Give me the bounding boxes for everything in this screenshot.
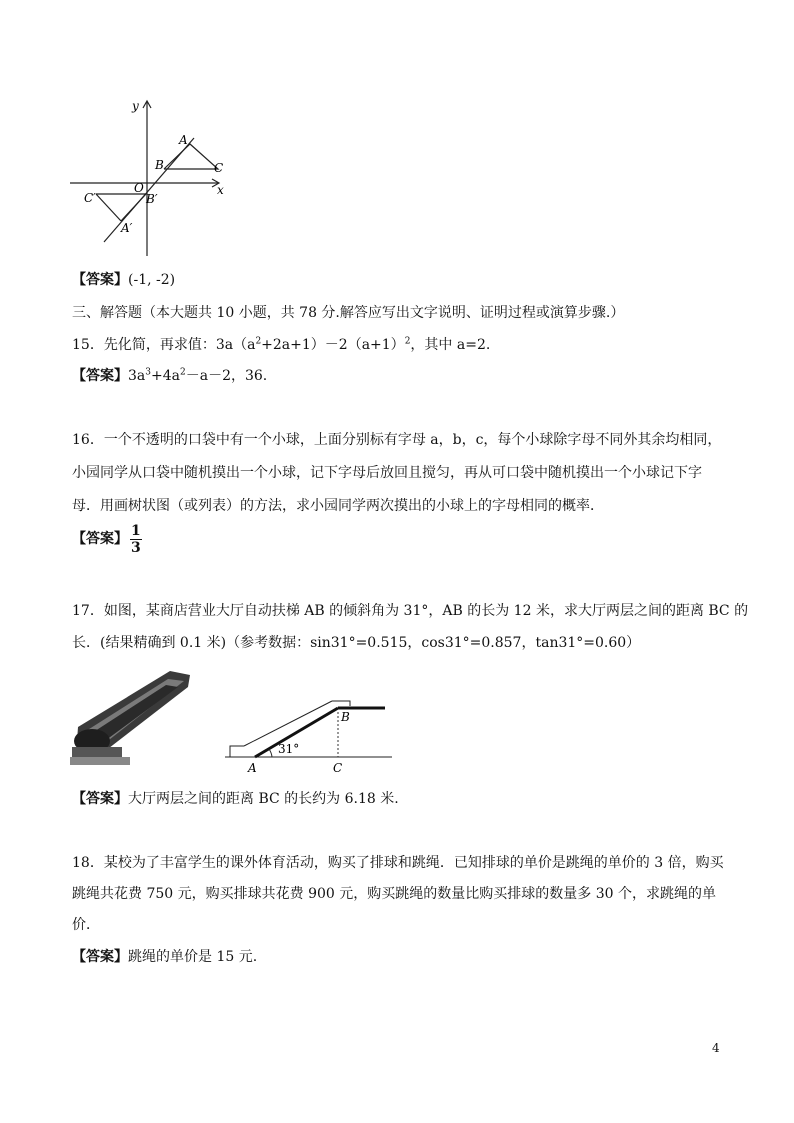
q17-answer: 【答案】大厅两层之间的距离 BC 的长约为 6.18 米. (72, 791, 399, 807)
coordinate-figure (66, 96, 236, 261)
label-b-prime: B′ (146, 192, 158, 206)
label-c-prime: C′ (84, 191, 96, 205)
q18-line-2: 跳绳共花费 750 元，购买排球共花费 900 元，购买跳绳的数量比购买排球的数量多 30 个，求跳绳的单 (72, 886, 716, 902)
q16-answer (72, 522, 142, 556)
escalator-photo (70, 665, 195, 767)
section-title: 三、解答题（本大题共 10 小题，共 78 分.解答应写出文字说明、证明过程或演算步骤.） (72, 305, 625, 321)
q14-answer (72, 270, 175, 290)
point-b: B (341, 710, 350, 724)
label-a-prime: A′ (121, 221, 133, 235)
label-a: A (179, 133, 188, 147)
q15-question: 15．先化简，再求值：$3a(a^2+2a+1)-2(a+1)^2$，其中 a=2. (72, 336, 491, 353)
q17-line-1: 17．如图，某商店营业大厅自动扶梯 AB 的倾斜角为 31°，AB 的长为 12 米，求大厅两层之间的距离 BC 的 (72, 603, 749, 619)
q18-line-1: 18．某校为了丰富学生的课外体育活动，购买了排球和跳绳．已知排球的单价是跳绳的单价的 3 倍，购买 (72, 855, 724, 871)
q18-line-3: 价． (72, 917, 100, 933)
answer-label: 【答案】 (72, 272, 128, 288)
fraction: $\frac{1}{3}$ (131, 522, 141, 556)
label-x: x (217, 183, 224, 197)
answer-label: 【答案】 (72, 791, 128, 807)
q17-line-2: 长．(结果精确到 0.1 米)（参考数据：sin31°=0.515，cos31°=0.857，tan31°=0.60） (72, 635, 641, 651)
q16-line-3: 母．用画树状图（或列表）的方法，求小园同学两次摸出的小球上的字母相同的概率． (72, 498, 604, 514)
page-number: 4 (712, 1041, 720, 1055)
label-o: O (134, 181, 144, 195)
point-a: A (248, 761, 257, 775)
q16-line-2: 小园同学从口袋中随机摸出一个小球，记下字母后放回且搅匀，再从可口袋中随机摸出一个小球记下字 (72, 465, 702, 481)
triangle-abc-prime (96, 194, 146, 221)
label-b: B (155, 158, 164, 172)
angle-label: 31° (278, 742, 300, 756)
triangle-abc (164, 144, 218, 169)
answer-label: 【答案】 (72, 531, 128, 547)
answer-label: 【答案】 (72, 949, 128, 965)
label-y: y (132, 99, 139, 113)
escalator-diagram (220, 690, 395, 780)
point-c: C (333, 761, 343, 775)
q18-answer: 【答案】跳绳的单价是 15 元. (72, 949, 258, 965)
label-c: C (214, 161, 224, 175)
answer-label: 【答案】 (72, 368, 128, 384)
answer-text: (-1, -2) (128, 272, 176, 288)
q16-line-1: 16．一个不透明的口袋中有一个小球，上面分别标有字母 a，b，c，每个小球除字母不同外其余均相同， (72, 432, 722, 448)
q15-answer: 【答案】$3a^3+4a^2-a-2$，36. (72, 367, 268, 384)
